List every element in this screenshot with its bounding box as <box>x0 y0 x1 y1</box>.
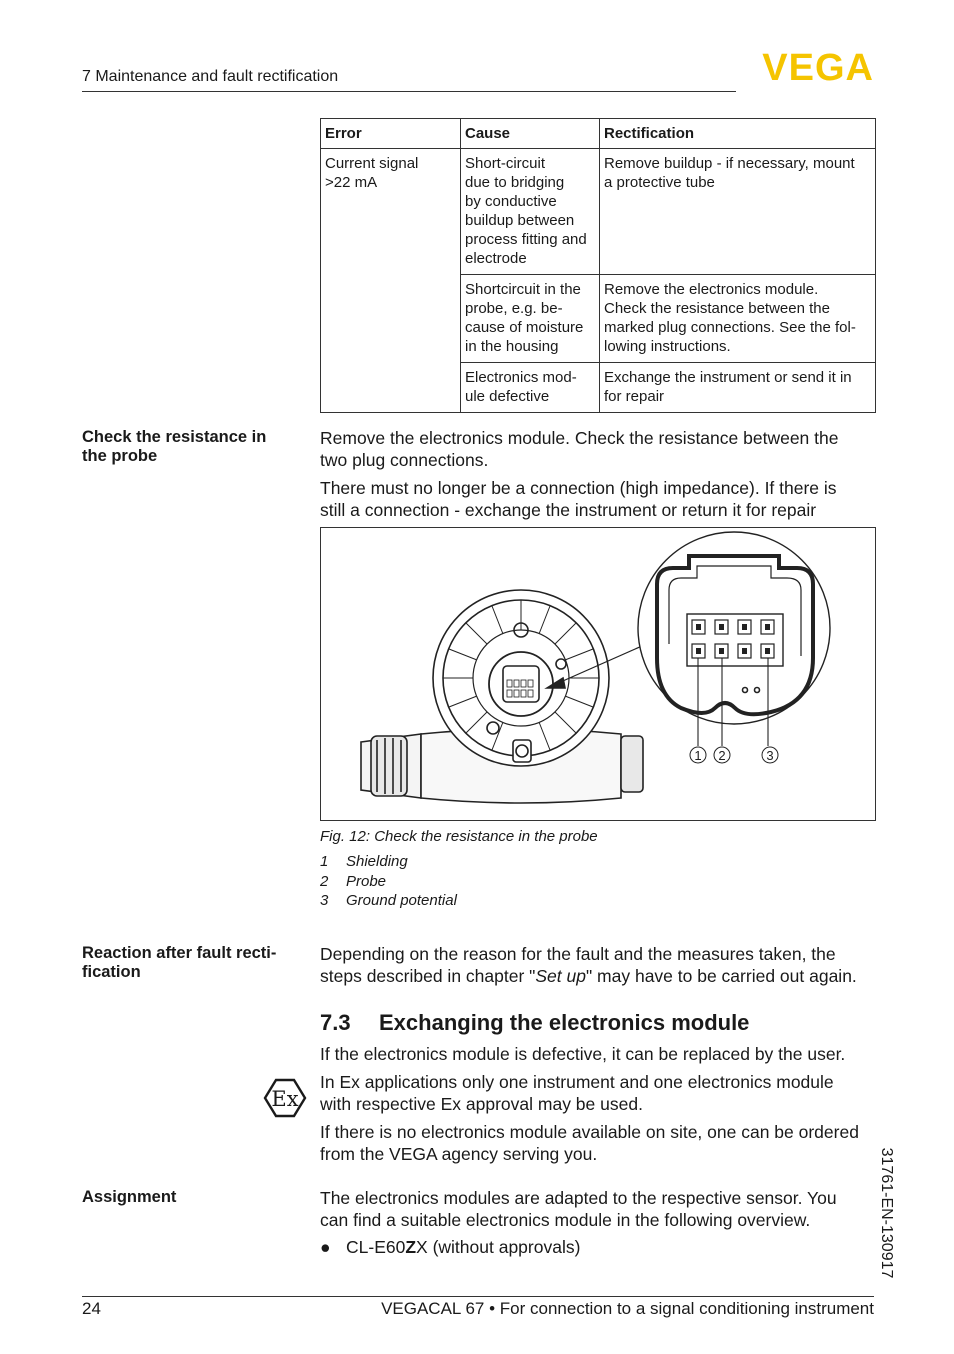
legend-item <box>320 872 457 892</box>
cell-line: electrode <box>465 250 527 267</box>
section-paragraph-1: If the electronics module is defective, it can be replaced by the user. <box>320 1044 846 1064</box>
footer-rule <box>82 1296 874 1297</box>
section-number: 7.3 <box>320 1010 351 1035</box>
ex-label: Ex <box>271 1087 299 1111</box>
table-row <box>321 149 876 275</box>
bullet-text-post: X (without approvals) <box>416 1237 581 1257</box>
legend-item <box>320 852 457 872</box>
text-line: Remove the electronics module. Check the resistance between the <box>320 428 839 448</box>
cell-line: probe, e.g. be- <box>465 300 563 317</box>
text-line: from the VEGA agency serving you. <box>320 1144 598 1164</box>
text-line: Depending on the reason for the fault and the measures taken, the <box>320 944 836 964</box>
col-cause: Cause <box>461 119 600 149</box>
page-number: 24 <box>82 1299 101 1318</box>
figure-drawing <box>321 528 875 820</box>
text-line: two plug connections. <box>320 450 489 470</box>
document-number <box>874 1138 898 1288</box>
col-rectification: Rectification <box>600 119 876 149</box>
section-heading <box>320 1010 749 1036</box>
cell-line: cause of moisture <box>465 319 584 336</box>
cause-cell <box>461 363 600 413</box>
text-line: with respective Ex approval may be used. <box>320 1094 643 1114</box>
cell-line: Remove the electronics module. <box>604 281 819 298</box>
text-segment: " may have to be carried out again. <box>585 966 857 986</box>
cell-line: ule defective <box>465 388 550 405</box>
check-paragraph-1 <box>320 427 876 471</box>
bullet-text-bold: Z <box>405 1237 417 1257</box>
rectification-cell <box>600 275 876 363</box>
cell-line: by conductive <box>465 193 557 210</box>
logo-text: VEGA <box>762 50 874 84</box>
header-rule <box>82 91 736 92</box>
text-line: can find a suitable electronics module in the following overview. <box>320 1210 811 1230</box>
running-header: 7 Maintenance and fault rectification <box>82 68 339 85</box>
side-heading-reaction <box>82 944 297 982</box>
section-paragraph-3 <box>320 1121 876 1165</box>
legend-item <box>320 891 457 911</box>
cell-line: process fitting and <box>465 231 587 248</box>
cell-line: lowing instructions. <box>604 338 731 355</box>
legend-text: Probe <box>346 872 387 890</box>
legend-text: Ground potential <box>346 892 457 909</box>
cell-line: buildup between <box>465 212 575 229</box>
cell-line: Short-circuit <box>465 155 546 172</box>
cell-line: Check the resistance between the <box>604 300 830 317</box>
text-line: In Ex applications only one instrument and one electronics module <box>320 1072 834 1092</box>
marker-3: 3 <box>766 748 774 763</box>
reaction-paragraph <box>320 943 876 987</box>
cell-line: Remove buildup - if necessary, mount <box>604 155 855 172</box>
legend-number: 1 <box>320 853 329 870</box>
rectification-cell <box>600 149 876 275</box>
ex-icon <box>262 1078 308 1118</box>
cell-line: in the housing <box>465 338 559 355</box>
assignment-paragraph <box>320 1187 876 1231</box>
cell-line: Electronics mod- <box>465 369 577 386</box>
marker-1: 1 <box>694 748 702 763</box>
figure-probe-resistance <box>320 527 876 821</box>
cell-line: Exchange the instrument or send it in <box>604 369 852 386</box>
error-cell <box>321 149 461 413</box>
bullet-text-pre: CL-E60 <box>346 1237 406 1257</box>
marker-2: 2 <box>718 748 726 763</box>
table-header-row <box>321 119 876 149</box>
error-table <box>320 118 876 413</box>
rectification-cell <box>600 363 876 413</box>
list-item <box>320 1237 580 1258</box>
side-heading-check <box>82 428 297 466</box>
cell-line: Current signal <box>325 155 419 172</box>
side-line: fication <box>82 963 141 981</box>
side-heading-assignment: Assignment <box>82 1188 177 1206</box>
text-line: If there is no electronics module available on site, one can be ordered <box>320 1122 859 1142</box>
legend-text: Shielding <box>346 853 408 870</box>
figure-legend <box>320 852 457 911</box>
text-line: There must no longer be a connection (high impedance). If there is <box>320 478 837 498</box>
check-paragraph-2 <box>320 477 876 521</box>
cause-cell <box>461 275 600 363</box>
side-line: the probe <box>82 447 158 465</box>
side-line: Check the resistance in <box>82 428 267 446</box>
document-number-text: 31761-EN-130917 <box>878 1147 895 1279</box>
cell-line: marked plug connections. See the fol- <box>604 319 856 336</box>
figure-caption: Fig. 12: Check the resistance in the probe <box>320 828 598 845</box>
section-paragraph-2 <box>320 1071 876 1115</box>
cell-line: for repair <box>604 388 665 405</box>
vega-logo <box>738 50 874 84</box>
bullet-icon: ● <box>320 1237 331 1257</box>
legend-number: 3 <box>320 892 329 909</box>
section-title: Exchanging the electronics module <box>379 1010 750 1035</box>
text-line: The electronics modules are adapted to the respective sensor. You <box>320 1188 837 1208</box>
text-line <box>320 965 876 987</box>
legend-number: 2 <box>320 872 329 890</box>
cell-line: Shortcircuit in the <box>465 281 581 298</box>
cell-line: due to bridging <box>465 174 565 191</box>
side-line: Reaction after fault recti- <box>82 944 277 962</box>
chapter-reference: Set up <box>535 966 586 986</box>
cause-cell <box>461 149 600 275</box>
col-error: Error <box>321 119 461 149</box>
footer-title: VEGACAL 67 • For connection to a signal conditioning instrument <box>381 1299 874 1318</box>
text-line: still a connection - exchange the instrument or return it for repair <box>320 500 817 520</box>
cell-line: >22 mA <box>325 174 378 191</box>
text-segment: steps described in chapter " <box>320 966 536 986</box>
cell-line: a protective tube <box>604 174 715 191</box>
